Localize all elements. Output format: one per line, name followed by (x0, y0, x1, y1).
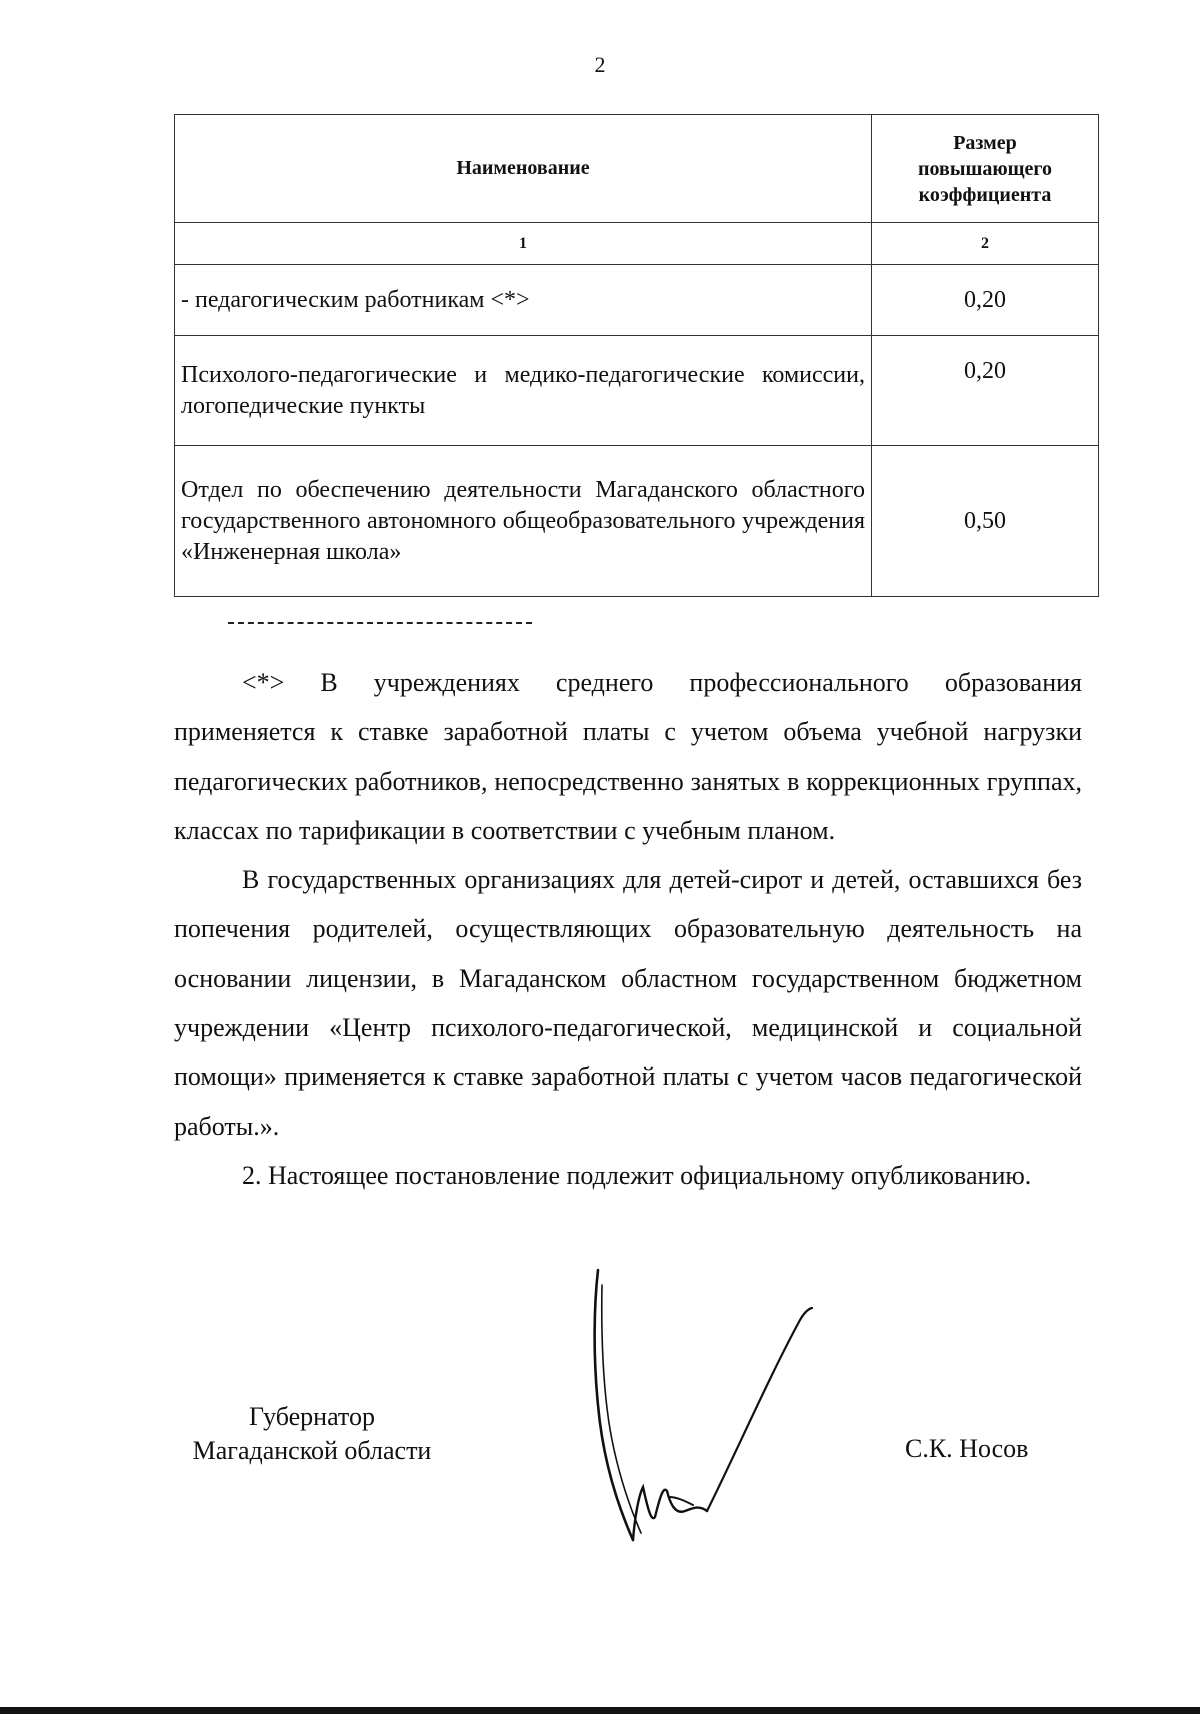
page-bottom-edge (0, 1707, 1200, 1714)
coefficient-table (174, 114, 1099, 597)
page-number: 2 (594, 52, 606, 77)
column-number: 1 (175, 223, 872, 265)
table-row (175, 446, 1099, 597)
paragraph: В государственных организациях для детей-сирот и детей, оставшихся без попечения родителей, осуществляющих образовательную деятельность на основании лицензии, в Магаданском областном государственном бюджетном учреждении «Центр психолого-педагогической, медицинской и социальной помощи» применяется к ставке заработной платы с учетом часов педагогической работы.». (174, 865, 1082, 1141)
row-name: - педагогическим работникам <*> (175, 265, 872, 336)
footnote-separator (228, 622, 532, 624)
header-size-line: коэффициента (918, 183, 1052, 206)
row-name: Отдел по обеспечению деятельности Магаданского областного государственного автономного общеобразовательного учреждения «Инженерная школа» (175, 446, 872, 597)
signatory-title-line: Губернатор (249, 1402, 375, 1431)
table-row (175, 265, 1099, 336)
header-size-line: Размер (953, 131, 1017, 154)
signatory-title-line: Магаданской области (192, 1436, 432, 1465)
signatory-name: С.К. Носов (905, 1434, 1029, 1463)
header-name: Наименование (175, 115, 872, 223)
row-value: 0,50 (872, 446, 1099, 597)
body-text (174, 658, 1082, 1200)
row-value: 0,20 (872, 336, 1099, 446)
column-number-row (175, 223, 1099, 265)
table-row (175, 336, 1099, 446)
header-coefficient-size (872, 115, 1099, 223)
signatory-title (168, 1400, 456, 1468)
column-number: 2 (872, 223, 1099, 265)
row-value: 0,20 (872, 265, 1099, 336)
paragraph: <*> В учреждениях среднего профессионального образования применяется к ставке заработной платы с учетом объема учебной нагрузки педагогических работников, непосредственно занятых в коррекционных группах, классах по тарификации в соответствии с учебным планом. (174, 668, 1082, 845)
paragraph: 2. Настоящее постановление подлежит официальному опубликованию. (242, 1160, 1032, 1190)
header-size-line: повышающего (918, 157, 1052, 180)
handwritten-signature (585, 1265, 845, 1555)
table-header-row (175, 115, 1099, 223)
row-name: Психолого-педагогические и медико-педагогические комиссии, логопедические пункты (175, 336, 872, 446)
